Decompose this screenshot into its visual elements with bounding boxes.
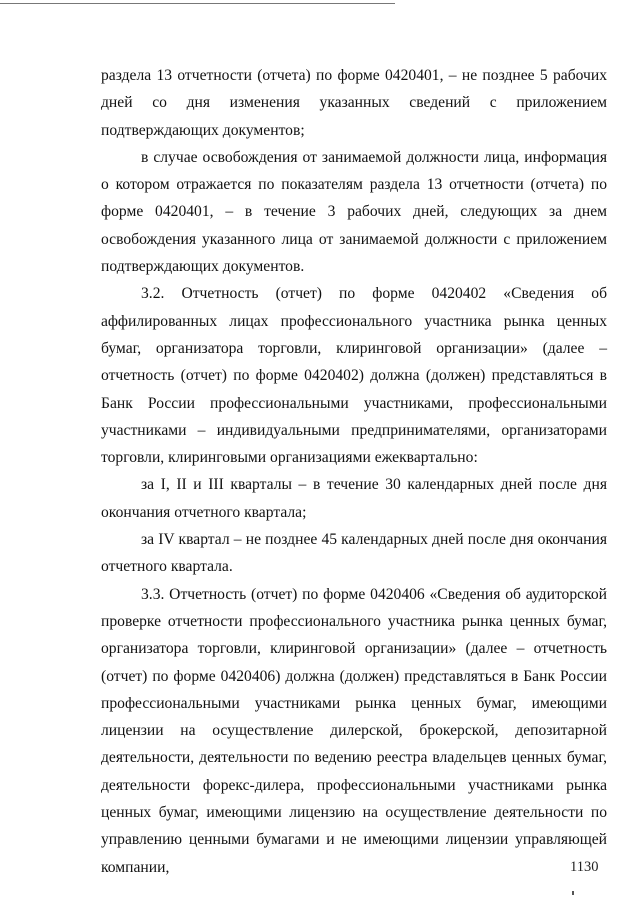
paragraph-dismissal: в случае освобождения от занимаемой должности лица, информация о котором отражается по показателям раздела 13 отчетности (отчета) по форме 0420401, – в течение 3 рабочих дней, следующих за днем освобождения указанного лица от занимаемой должности с приложением подтверждающих документов. [101,148,607,276]
body-text [101,62,607,881]
paragraph-continuation: раздела 13 отчетности (отчета) по форме 0420401, – не позднее 5 рабочих дней со дня изменения указанных сведений с приложением подтверждающих документов; [101,67,607,139]
page-number: 1130 [570,859,599,875]
top-rule [0,3,395,4]
paragraph-3-2: 3.2. Отчетность (отчет) по форме 0420402 «Сведения об аффилированных лицах профессионального участника рынка ценных бумаг, организатора торговли, клиринговой организации» (далее – отчетность (отчет) по форме 0420402) должна (должен) представляться в Банк России профессиональными участниками, профессиональными участниками – индивидуальными предпринимателями, организаторами торговли, клиринговыми организациями ежеквартально: [101,285,607,467]
paragraph-quarters-1-3: за I, II и III кварталы – в течение 30 календарных дней после дня окончания отчетного квартала; [101,476,607,521]
scan-mark [572,891,574,895]
paragraph-quarter-4: за IV квартал – не позднее 45 календарных дней после дня окончания отчетного квартала. [101,531,607,576]
paragraph-3-3: 3.3. Отчетность (отчет) по форме 0420406 «Сведения об аудиторской проверке отчетности профессионального участника рынка ценных бумаг, организатора торговли, клиринговой организации» (далее – отчетность (отчет) по форме 0420406) должна (должен) представляться в Банк России профессиональными участниками рынка ценных бумаг, имеющими лицензии на осуществление дилерской, брокерской, депозитарной деятельности, деятельности по ведению реестра владельцев ценных бумаг, деятельности форекс-дилера, профессиональными участниками рынка ценных бумаг, имеющими лицензию на осуществление деятельности по управлению ценными бумагами и не имеющими лицензии управляющей компании, [101,585,607,876]
